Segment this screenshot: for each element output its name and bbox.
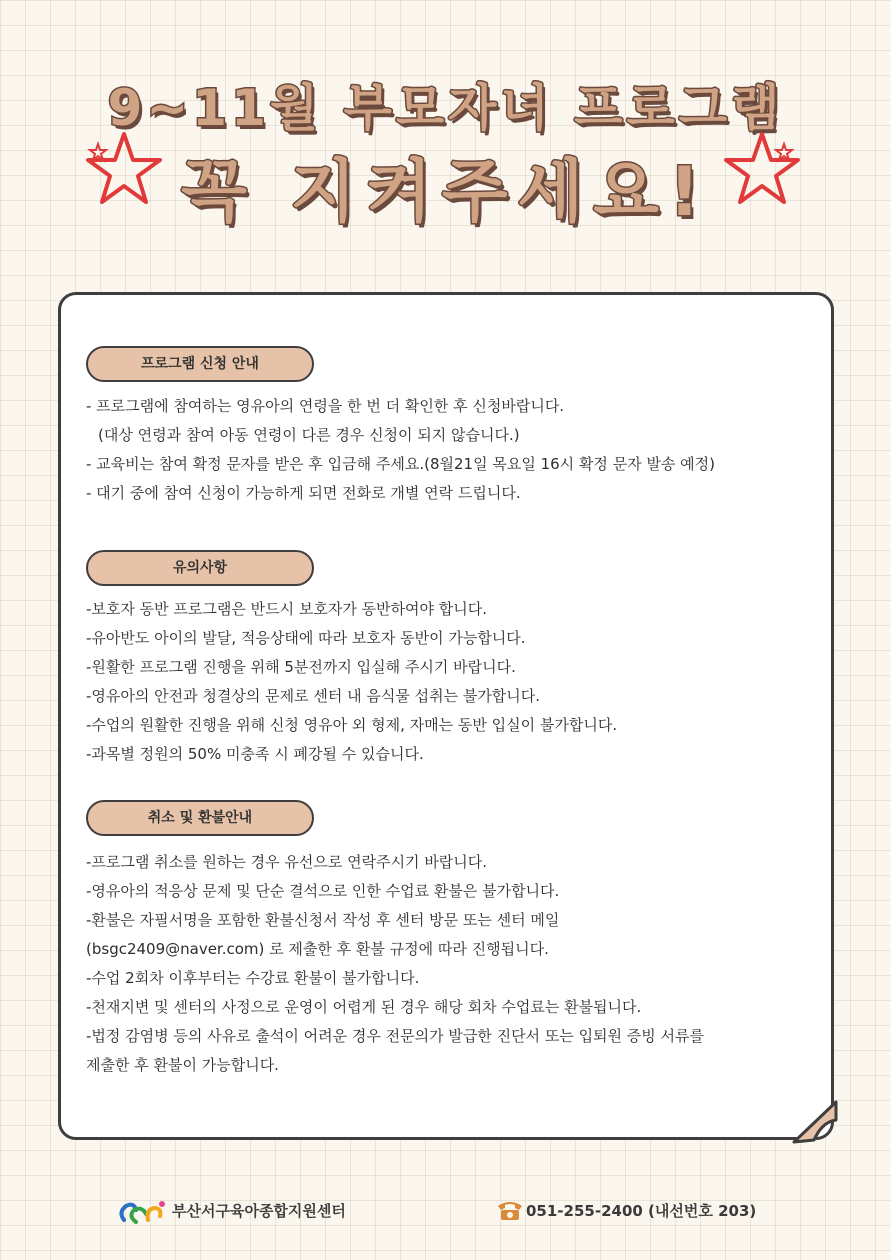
center-logo-icon [116, 1198, 168, 1228]
list-item: 제출한 후 환불이 가능합니다. [86, 1056, 279, 1074]
list-item: - 대기 중에 참여 신청이 가능하게 되면 전화로 개별 연락 드립니다. [86, 484, 521, 502]
list-item: -원활한 프로그램 진행을 위해 5분전까지 입실해 주시기 바랍니다. [86, 658, 516, 676]
title-line-1: 9~11월 부모자녀 프로그램 [107, 79, 784, 137]
list-item: -유아반도 아이의 발달, 적응상태에 따라 보호자 동반이 가능합니다. [86, 629, 526, 647]
title-line-2: 꼭 지켜주세요! [181, 153, 710, 232]
list-item: -영유아의 안전과 청결상의 문제로 센터 내 음식물 섭취는 불가합니다. [86, 687, 541, 705]
list-item: -환불은 자필서명을 포함한 환불신청서 작성 후 센터 방문 또는 센터 메일 [86, 911, 560, 929]
list-item: - 교육비는 참여 확정 문자를 받은 후 입금해 주세요.(8월21일 목요일 16시 확정 문자 발송 예정) [86, 455, 716, 473]
organization-name: 부산서구육아종합지원센터 [172, 1202, 346, 1220]
list-item: -과목별 정원의 50% 미충족 시 폐강될 수 있습니다. [86, 745, 424, 763]
list-item: (대상 연령과 참여 아동 연령이 다른 경우 신청이 되지 않습니다.) [98, 426, 520, 444]
section-body-refund [86, 848, 826, 1080]
telephone-icon [496, 1198, 524, 1222]
list-item: -수업의 원활한 진행을 위해 신청 영유아 외 형제, 자매는 동반 입실이 불가합니다. [86, 716, 618, 734]
list-item: -천재지변 및 센터의 사정으로 운영이 어렵게 된 경우 해당 회차 수업료는 환불됩니다. [86, 998, 642, 1016]
list-item: -프로그램 취소를 원하는 경우 유선으로 연락주시기 바랍니다. [86, 853, 488, 871]
list-item: -보호자 동반 프로그램은 반드시 보호자가 동반하여야 합니다. [86, 600, 488, 618]
list-item: -법정 감염병 등의 사유로 출석이 어려운 경우 전문의가 발급한 진단서 또는 입퇴원 증빙 서류를 [86, 1027, 705, 1045]
section-heading-application: 프로그램 신청 안내 [86, 346, 314, 382]
star-icon [722, 128, 802, 208]
section-heading-cautions: 유의사항 [86, 550, 314, 586]
section-heading-refund: 취소 및 환불안내 [86, 800, 314, 836]
list-item: -수업 2회차 이후부터는 수강료 환불이 불가합니다. [86, 969, 420, 987]
list-item: - 프로그램에 참여하는 영유아의 연령을 한 번 더 확인한 후 신청바랍니다. [86, 397, 565, 415]
page-curl-icon [792, 1100, 838, 1144]
section-body-cautions [86, 595, 826, 769]
section-body-application [86, 392, 826, 508]
list-item: (bsgc2409@naver.com) 로 제출한 후 환불 규정에 따라 진행됩니다. [86, 940, 549, 958]
list-item: -영유아의 적응상 문제 및 단순 결석으로 인한 수업료 환불은 불가합니다. [86, 882, 560, 900]
phone-number: 051-255-2400 (내선번호 203) [526, 1202, 757, 1220]
